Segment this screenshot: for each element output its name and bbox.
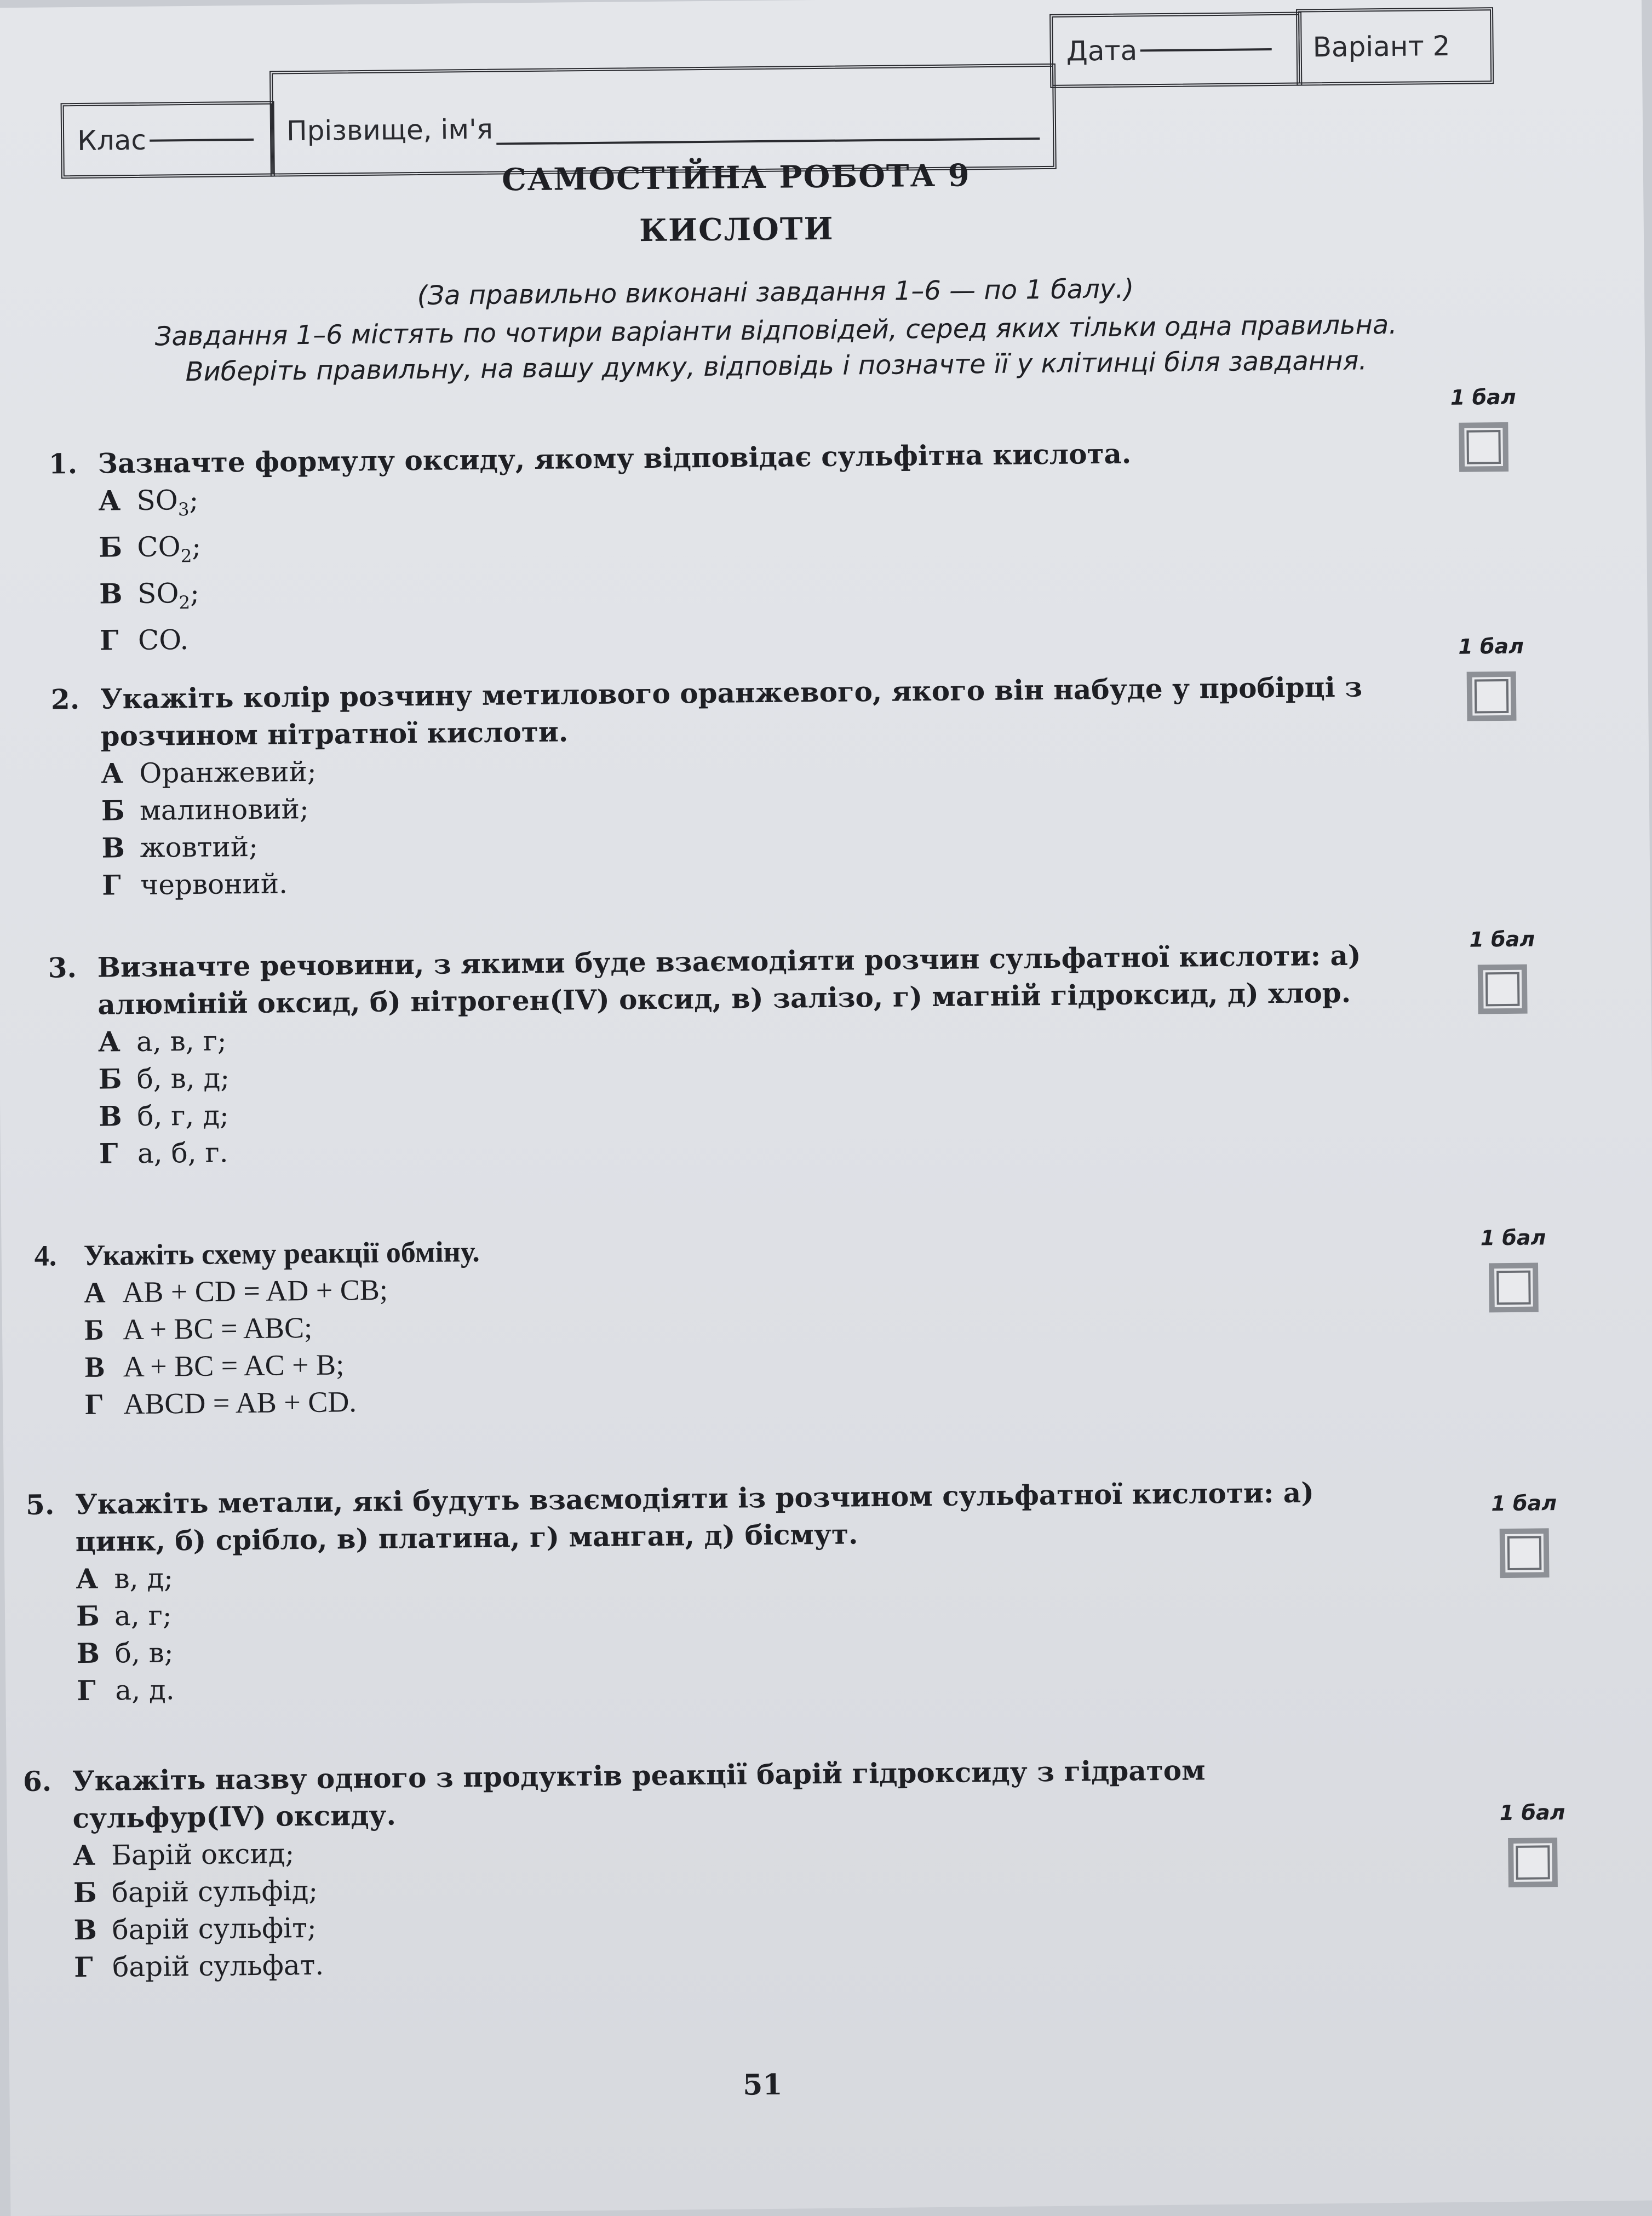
answer-option[interactable]: Б барій сульфід;: [73, 1862, 1394, 1911]
date-field[interactable]: [1049, 12, 1302, 88]
option-text: б, в;: [114, 1637, 174, 1669]
option-text: малиновий;: [139, 793, 309, 826]
question-number: 6.: [22, 1765, 52, 1798]
answer-option[interactable]: А а, в, г;: [98, 1011, 1419, 1061]
answer-option[interactable]: Б а, г;: [76, 1585, 1397, 1635]
option-text: Барій оксид;: [111, 1838, 295, 1871]
answer-option[interactable]: Б б, в, д;: [98, 1048, 1419, 1098]
page-subtitle: КИСЛОТИ: [639, 210, 834, 249]
page-number: 51: [742, 2068, 783, 2102]
option-text: а, б, г.: [137, 1136, 228, 1169]
option-text: $CO_2$;: [137, 530, 202, 567]
score-label: 1 бал: [1491, 1491, 1557, 1516]
date-label: Дата: [1066, 34, 1138, 67]
answer-option[interactable]: Г а, б, г.: [99, 1123, 1420, 1173]
variant-cell: [1296, 7, 1494, 85]
answer-option[interactable]: Г червоний.: [102, 854, 1422, 904]
scoring-note: (За правильно виконані завдання 1–6 — по 1 балу.): [417, 273, 1134, 312]
question-text: Укажіть назву одного з продуктів реакції барій гідроксиду з гідратом сульфур(IV) оксиду.: [72, 1754, 1206, 1835]
question-4: [34, 1224, 1405, 1423]
option-text: а, д.: [115, 1674, 175, 1707]
score-label: 1 бал: [1458, 634, 1524, 659]
answer-option[interactable]: Б малиновий;: [101, 779, 1422, 829]
option-text: A + BC = ABC;: [122, 1311, 313, 1346]
answer-option[interactable]: А Барій оксид;: [73, 1824, 1393, 1874]
answer-option[interactable]: В $SO_2$;: [99, 562, 1420, 622]
score-1: [1429, 384, 1539, 472]
option-text: барій сульфід;: [111, 1874, 318, 1909]
question-5: [26, 1473, 1397, 1710]
score-label: 1 бал: [1469, 927, 1535, 952]
answer-option[interactable]: Б $CO_2$;: [99, 516, 1419, 575]
option-text: а, в, г;: [136, 1025, 227, 1058]
answer-checkbox[interactable]: [1500, 1528, 1550, 1578]
option-text: барій сульфіт;: [112, 1911, 317, 1946]
variant-label: Варіант 2: [1312, 30, 1450, 64]
answer-option[interactable]: А $SO_3$;: [98, 469, 1419, 529]
score-2: [1436, 634, 1547, 721]
score-label: 1 бал: [1450, 384, 1516, 410]
score-label: 1 бал: [1480, 1225, 1546, 1250]
option-text: барій сульфат.: [112, 1949, 324, 1983]
question-3: [48, 937, 1419, 1173]
question-text: Укажіть метали, які будуть взаємодіяти із розчином сульфатної кислоти: а) цинк, б) срібло, в) платина, г) манган, д) бісмут.: [74, 1476, 1315, 1558]
option-text: AB + CD = AD + CB;: [122, 1273, 388, 1309]
answer-option[interactable]: Г а, д.: [77, 1660, 1397, 1709]
answer-option[interactable]: Г CO.: [100, 609, 1420, 668]
option-text: б, в, д;: [136, 1062, 230, 1095]
score-3: [1447, 927, 1558, 1014]
question-6: [23, 1750, 1395, 1987]
answer-option[interactable]: В жовтий;: [101, 817, 1422, 866]
name-label: Прізвище, ім'я: [286, 113, 494, 147]
question-number: 2.: [50, 682, 80, 716]
question-1: [49, 432, 1420, 669]
question-number: 3.: [48, 951, 77, 984]
option-text: $SO_2$;: [137, 577, 200, 613]
question-number: 4.: [34, 1239, 57, 1272]
answer-checkbox[interactable]: [1508, 1838, 1558, 1887]
score-label: 1 бал: [1499, 1800, 1565, 1825]
option-text: а, г;: [114, 1599, 172, 1632]
score-5: [1469, 1491, 1580, 1578]
page-title: САМОСТІЙНА РОБОТА 9: [501, 157, 971, 198]
option-text: червоний.: [140, 868, 288, 901]
question-text: Укажіть колір розчину метилового оранжевого, якого він набуде у пробірці з розчином нітратної кислоти.: [100, 670, 1363, 753]
answer-option[interactable]: В барій сульфіт;: [73, 1899, 1394, 1949]
question-text: Визначте речовини, з якими буде взаємодіяти розчин сульфатної кислоти: а) алюміній оксид, б) нітроген(IV) оксид, в) залізо, г) магній гідроксид, д) хлор.: [97, 939, 1361, 1021]
instructions-line-1: Завдання 1–6 містять по чотири варіанти відповідей, серед яких тільки одна правильна.: [154, 309, 1397, 352]
option-text: A + BC = AC + B;: [123, 1348, 345, 1383]
answer-option[interactable]: Г барій сульфат.: [74, 1936, 1395, 1986]
answer-checkbox[interactable]: [1467, 671, 1517, 721]
answer-option[interactable]: В б, г, д;: [99, 1086, 1419, 1135]
question-number: 1.: [48, 447, 78, 480]
question-2: [51, 668, 1422, 904]
answer-option[interactable]: В б, в;: [76, 1622, 1397, 1672]
instructions-line-2: Виберіть правильну, на вашу думку, відповідь і позначте її у клітинці біля завдання.: [185, 345, 1368, 388]
option-text: жовтий;: [140, 830, 259, 864]
answer-checkbox[interactable]: [1489, 1262, 1539, 1312]
score-6: [1477, 1800, 1588, 1888]
option-text: ABCD = AB + CD.: [123, 1385, 357, 1421]
answer-option[interactable]: А AB + CD = AD + CB;: [84, 1261, 1404, 1311]
option-text: б, г, д;: [137, 1099, 230, 1132]
class-label: Клас: [77, 124, 147, 157]
answer-option[interactable]: Б A + BC = ABC;: [84, 1299, 1405, 1348]
answer-option[interactable]: А в, д;: [76, 1548, 1396, 1598]
answer-option[interactable]: В A + BC = AC + B;: [84, 1336, 1405, 1386]
question-text: Зазначте формулу оксиду, якому відповідає сульфітна кислота.: [97, 437, 1132, 480]
option-text: CO.: [137, 624, 189, 656]
question-text: Укажіть схему реакції обміну.: [83, 1235, 480, 1272]
option-text: Оранжевий;: [139, 755, 317, 789]
score-4: [1458, 1225, 1569, 1313]
option-text: в, д;: [114, 1562, 174, 1595]
answer-option[interactable]: Г ABCD = AB + CD.: [85, 1373, 1406, 1423]
answer-checkbox[interactable]: [1459, 422, 1508, 472]
question-number: 5.: [25, 1488, 55, 1521]
answer-checkbox[interactable]: [1478, 965, 1528, 1014]
option-text: $SO_3$;: [136, 484, 199, 520]
answer-option[interactable]: А Оранжевий;: [101, 742, 1421, 792]
